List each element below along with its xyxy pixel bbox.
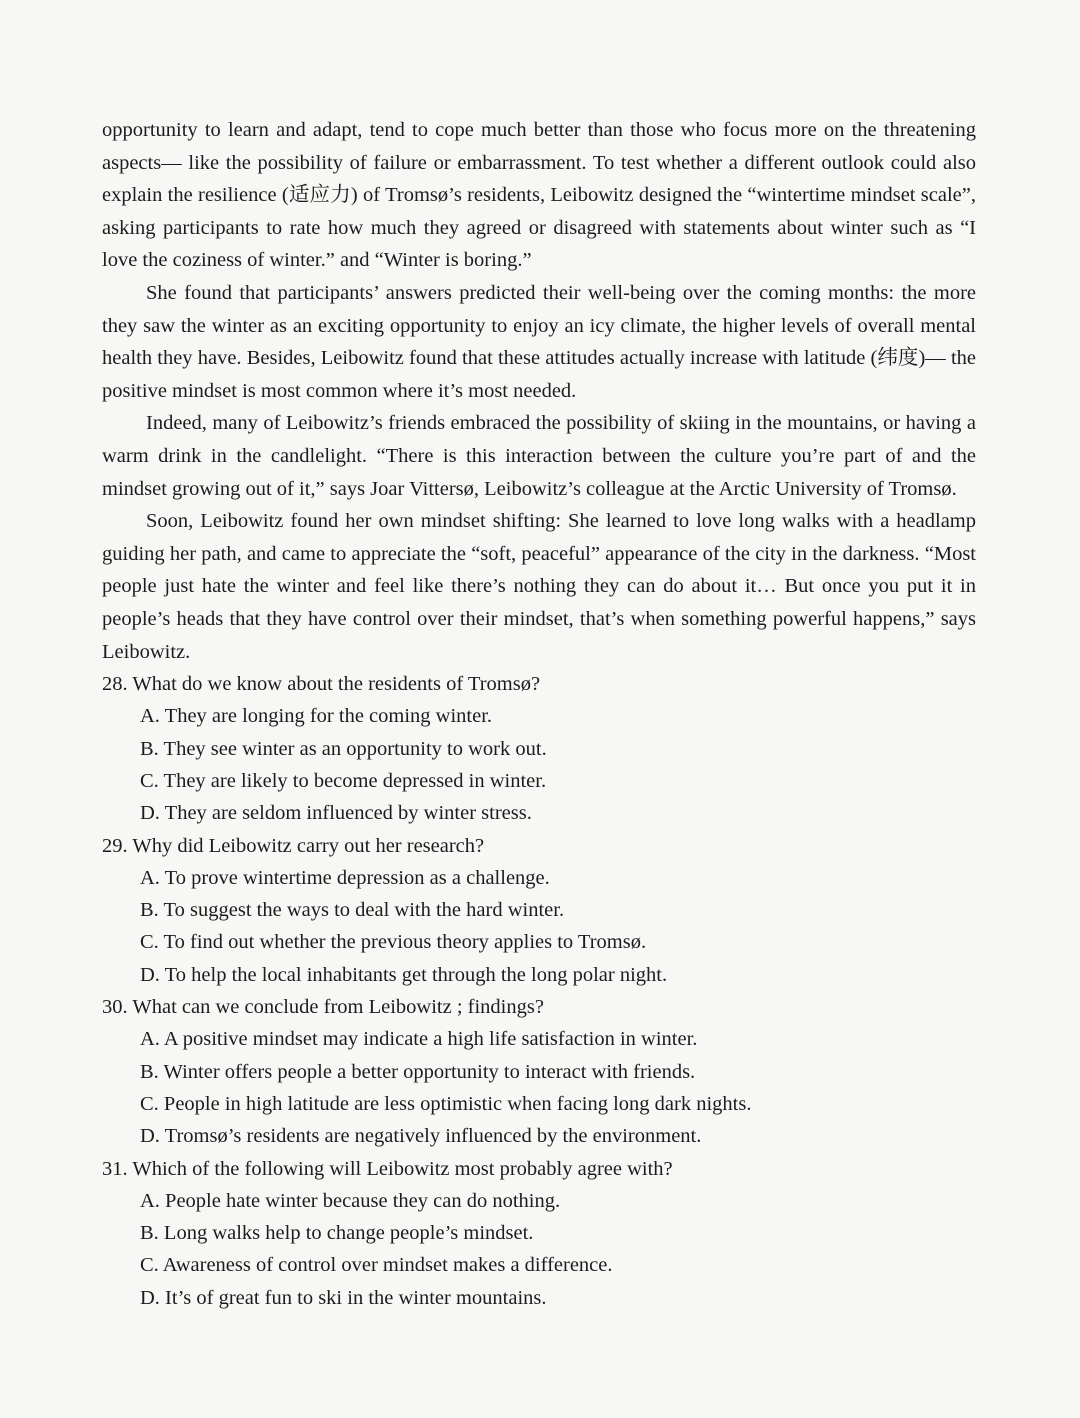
option-a: A. A positive mindset may indicate a high life satisfaction in winter. xyxy=(140,1028,698,1051)
question-stem: 30. What can we conclude from Leibowitz ; findings? xyxy=(102,996,544,1019)
question-31 xyxy=(102,1153,976,1314)
option-d: D. Tromsø’s residents are negatively influenced by the environment. xyxy=(140,1125,702,1148)
option-d: D. To help the local inhabitants get through the long polar night. xyxy=(140,963,668,986)
question-28 xyxy=(102,668,976,829)
question-list xyxy=(102,668,976,1314)
passage-paragraph-3: Indeed, many of Leibowitz’s friends embraced the possibility of skiing in the mountains, or having a warm drink in the candlelight. “There is this interaction between the culture you’re part of and the mindset growing out of it,” says Joar Vittersø, Leibowitz’s colleague at the Arctic University of Tromsø. xyxy=(102,412,976,500)
question-stem: 31. Which of the following will Leibowitz most probably agree with? xyxy=(102,1157,673,1180)
question-30 xyxy=(102,991,976,1152)
passage-paragraph-2: She found that participants’ answers predicted their well-being over the coming months: the more they saw the winter as an exciting opportunity to enjoy an icy climate, the higher levels of overall mental health they have. Besides, Leibowitz found that these attitudes actually increase with latitude (纬度)— the positive mindset is most common where it’s most needed. xyxy=(102,281,976,402)
option-b: B. To suggest the ways to deal with the hard winter. xyxy=(140,899,565,922)
question-stem: 29. Why did Leibowitz carry out her research? xyxy=(102,834,485,857)
option-c: C. Awareness of control over mindset makes a difference. xyxy=(140,1254,613,1277)
option-list xyxy=(102,1023,976,1152)
question-stem: 28. What do we know about the residents of Tromsø? xyxy=(102,673,541,696)
option-d: D. They are seldom influenced by winter stress. xyxy=(140,802,532,825)
option-c: C. People in high latitude are less optimistic when facing long dark nights. xyxy=(140,1092,752,1115)
passage-paragraph-4: Soon, Leibowitz found her own mindset shifting: She learned to love long walks with a headlamp guiding her path, and came to appreciate the “soft, peaceful” appearance of the city in the darkness. “Most people just hate the winter and feel like there’s nothing they can do about it… But once you put it in people’s heads that they have control over their mindset, that’s when something powerful happens,” says Leibowitz. xyxy=(102,510,976,663)
option-b: B. Long walks help to change people’s mindset. xyxy=(140,1222,534,1245)
option-list xyxy=(102,1185,976,1314)
option-c: C. To find out whether the previous theory applies to Tromsø. xyxy=(140,931,647,954)
question-29 xyxy=(102,830,976,991)
option-a: A. People hate winter because they can do nothing. xyxy=(140,1189,561,1212)
option-list xyxy=(102,862,976,991)
exam-page xyxy=(102,114,976,1314)
option-b: B. Winter offers people a better opportunity to interact with friends. xyxy=(140,1060,696,1083)
reading-passage xyxy=(102,114,976,668)
option-a: A. They are longing for the coming winter. xyxy=(140,705,493,728)
option-b: B. They see winter as an opportunity to work out. xyxy=(140,737,547,760)
option-c: C. They are likely to become depressed in winter. xyxy=(140,769,547,792)
option-list xyxy=(102,700,976,829)
option-a: A. To prove wintertime depression as a challenge. xyxy=(140,866,550,889)
option-d: D. It’s of great fun to ski in the winter mountains. xyxy=(140,1286,547,1309)
passage-paragraph-1: opportunity to learn and adapt, tend to cope much better than those who focus more on the threatening aspects— like the possibility of failure or embarrassment. To test whether a different outlook could also explain the resilience (适应力) of Tromsø’s residents, Leibowitz designed the “wintertime mindset scale”, asking participants to rate how much they agreed or disagreed with statements about winter such as “I love the coziness of winter.” and “Winter is boring.” xyxy=(102,119,976,272)
